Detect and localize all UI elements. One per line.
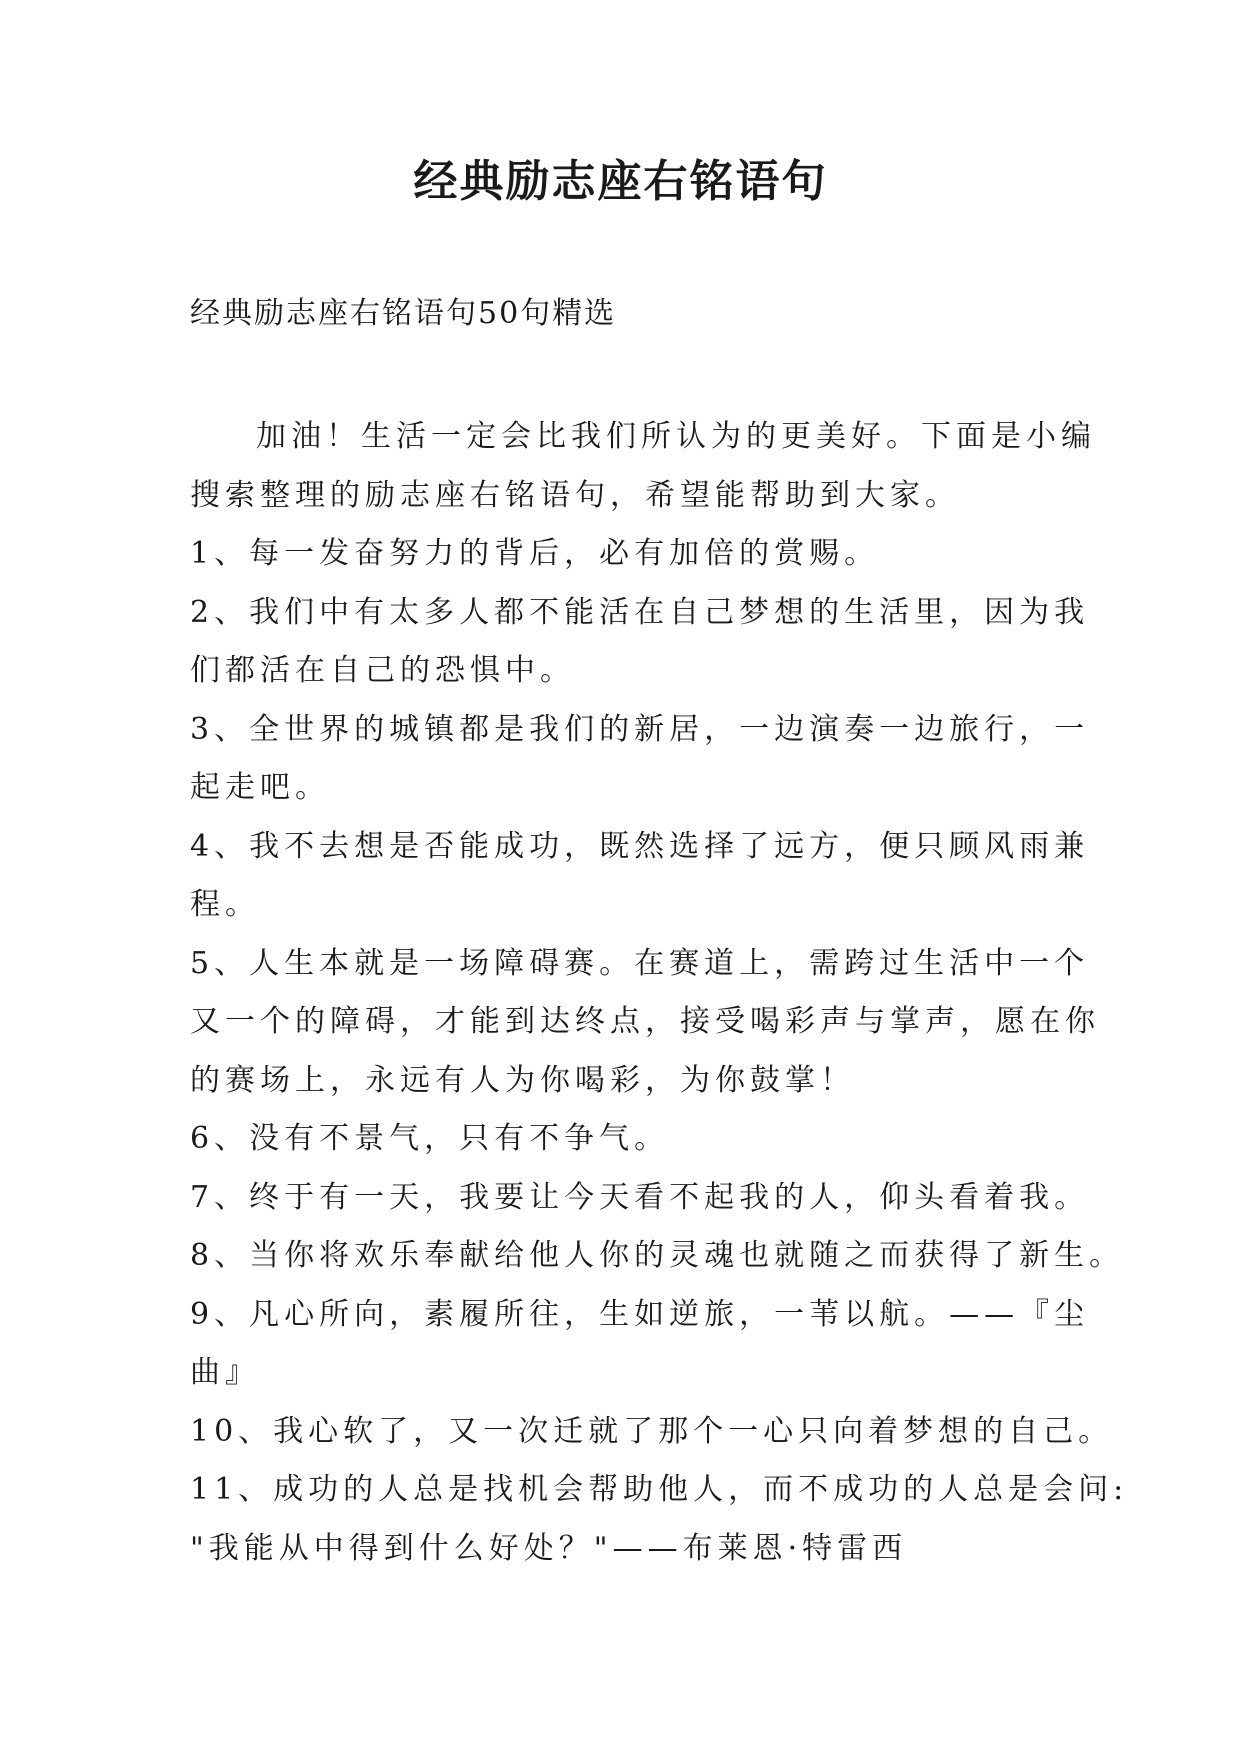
- quote-line: 的赛场上，永远有人为你喝彩，为你鼓掌！: [190, 1062, 855, 1098]
- quote-line: 2、我们中有太多人都不能活在自己梦想的生活里，因为我: [190, 594, 1090, 630]
- quote-line: 11、成功的人总是找机会帮助他人，而不成功的人总是会问:: [190, 1472, 1129, 1507]
- quote-line: 9、凡心所向，素履所往，生如逆旅，一苇以航。——『尘: [190, 1296, 1090, 1332]
- quote-line: 4、我不去想是否能成功，既然选择了远方，便只顾风雨兼: [190, 828, 1090, 864]
- quote-line: 又一个的障碍，才能到达终点，接受喝彩声与掌声，愿在你: [190, 1004, 1100, 1039]
- quote-line: 10、我心软了，又一次迁就了那个一心只向着梦想的自己。: [190, 1413, 1114, 1449]
- quote-line: 1、每一发奋努力的背后，必有加倍的赏赐。: [190, 536, 880, 571]
- document-body: [190, 408, 1129, 1578]
- quote-line: 8、当你将欢乐奉献给他人你的灵魂也就随之而获得了新生。: [190, 1238, 1125, 1273]
- quote-line: "我能从中得到什么好处？"——布莱恩·特雷西: [190, 1530, 908, 1566]
- quote-line: 5、人生本就是一场障碍赛。在赛道上，需跨过生活中一个: [190, 945, 1090, 981]
- document-title: 经典励志座右铭语句: [413, 156, 828, 207]
- quote-line: 6、没有不景气，只有不争气。: [190, 1121, 670, 1156]
- quote-line: 7、终于有一天，我要让今天看不起我的人，仰头看着我。: [190, 1179, 1090, 1215]
- quote-line: 起走吧。: [190, 770, 330, 805]
- document-subtitle: 经典励志座右铭语句50句精选: [190, 296, 617, 331]
- intro-line-2: 搜索整理的励志座右铭语句，希望能帮助到大家。: [190, 477, 960, 513]
- quote-line: 3、全世界的城镇都是我们的新居，一边演奏一边旅行，一: [190, 711, 1090, 747]
- quote-line: 们都活在自己的恐惧中。: [190, 653, 575, 688]
- quote-line: 曲』: [190, 1355, 260, 1390]
- intro-line-1: 加油！生活一定会比我们所认为的更美好。下面是小编: [256, 419, 1096, 454]
- quote-line: 程。: [190, 887, 260, 922]
